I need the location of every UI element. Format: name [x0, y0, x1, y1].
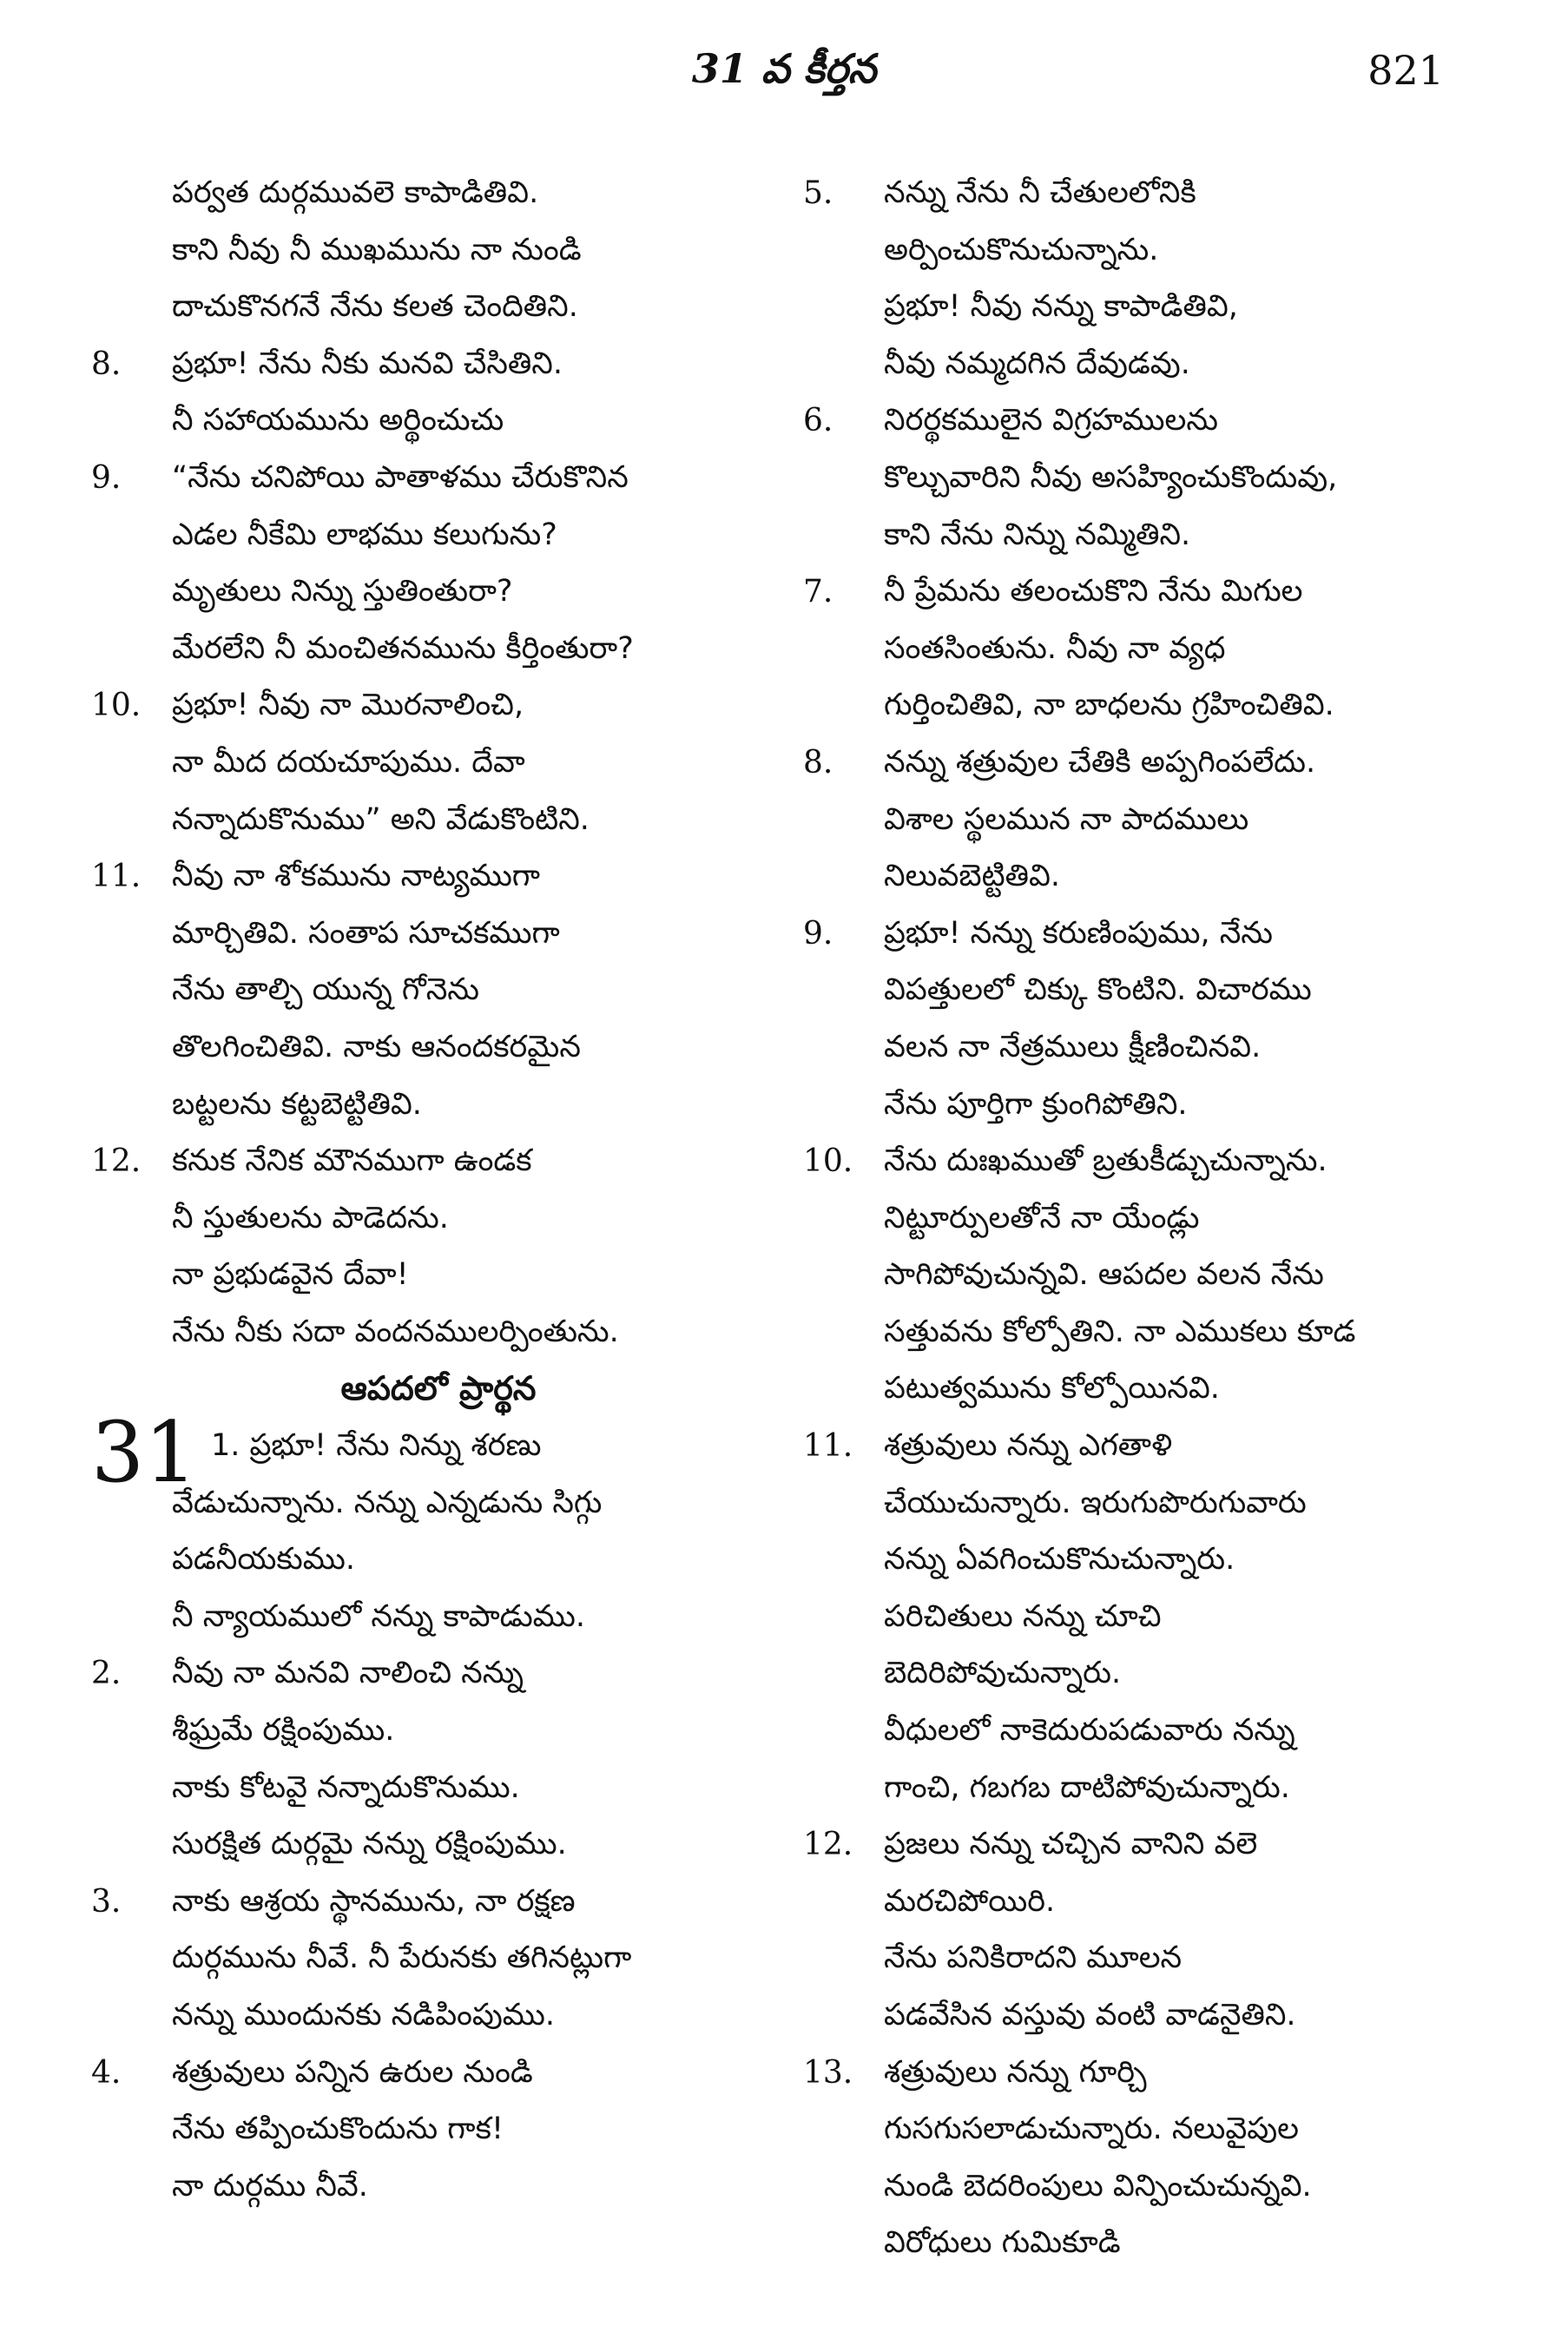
verse-text: సాగిపోవుచున్నవి. ఆపదల వలన నేను	[884, 1257, 1324, 1293]
verse-line	[91, 906, 751, 963]
verse-line	[803, 1360, 1463, 1418]
verse-number: 13.	[803, 2054, 853, 2091]
verse-line	[91, 1816, 751, 1874]
verse-text: బెదిరిపోవుచున్నారు.	[884, 1656, 1122, 1691]
verse-line	[91, 792, 751, 849]
verse-line	[91, 677, 751, 735]
verse-text: పటుత్వమును కోల్పోయినవి.	[884, 1371, 1220, 1407]
verse-line	[91, 1077, 751, 1134]
verse-number: 8.	[91, 346, 122, 382]
verse-number: 10.	[803, 1143, 853, 1180]
verse-line	[91, 1930, 751, 1987]
verse-line	[91, 507, 751, 564]
verse-text: నా ప్రభుడవైన దేవా!	[172, 1257, 409, 1293]
verse-line	[91, 848, 751, 906]
verse-line	[803, 1190, 1463, 1248]
verse-line	[91, 165, 751, 222]
verse-line	[803, 279, 1463, 336]
verse-text: తొలగించితివి. నాకు ఆనందకరమైన	[172, 1029, 581, 1064]
verse-number: 10.	[91, 688, 142, 724]
verse-text: గాంచి, గబగబ దాటిపోవుచున్నారు.	[884, 1769, 1290, 1805]
verse-line	[91, 1645, 751, 1703]
verse-line	[803, 1247, 1463, 1304]
verse-line	[91, 1874, 751, 1931]
verse-text: శీఘ్రమే రక్షింపుము.	[172, 1713, 395, 1749]
verse-line	[803, 1645, 1463, 1703]
verse-line	[91, 563, 751, 621]
verse-text: శత్రువులు నన్ను గూర్చి	[884, 2054, 1147, 2090]
verse-line	[803, 1930, 1463, 1987]
verse-text: నీవు నా మనవి నాలించి నన్ను	[172, 1656, 524, 1691]
verse-text: పరిచితులు నన్ను చూచి	[884, 1598, 1162, 1634]
verse-line	[803, 1874, 1463, 1931]
verse-text: పర్వత దుర్గమువలె కాపాడితివి.	[172, 175, 539, 210]
right-column	[803, 165, 1463, 2272]
verse-text: నేను తాల్చి యున్న గోనెను	[172, 972, 479, 1008]
verse-text: ఎడల నీకేమి లాభము కలుగును?	[172, 517, 557, 552]
verse-line	[803, 1532, 1463, 1589]
verse-text: దుర్గమును నీవే. నీ పేరునకు తగినట్లుగా	[172, 1940, 632, 1976]
verse-text: మృతులు నిన్ను స్తుతింతురా?	[172, 574, 513, 609]
verse-number: 8.	[803, 744, 833, 781]
verse-text: కాని నేను నిన్ను నమ్మితిని.	[884, 517, 1191, 552]
verse-line	[803, 1703, 1463, 1760]
verse-text: నాకు కోటవై నన్నాదుకొనుము.	[172, 1769, 520, 1805]
verse-number: 12.	[91, 1143, 142, 1180]
verse-text: వలన నా నేత్రములు క్షీణించినవి.	[884, 1029, 1262, 1064]
verse-number: 11.	[91, 859, 142, 895]
verse-line	[803, 1077, 1463, 1134]
verse-text: పడవేసిన వస్తువు వంటి వాడనైతిని.	[884, 1998, 1296, 2032]
verse-number: 6.	[803, 403, 833, 439]
verse-text: నిట్టూర్పులతోనే నా యేండ్లు	[884, 1200, 1200, 1235]
verse-line	[803, 677, 1463, 735]
verse-text: ప్రభూ! నీవు నన్ను కాపాడితివి,	[884, 289, 1238, 325]
verse-text: మరచిపోయిరి.	[884, 1883, 1056, 1919]
verse-text: వీధులలో నాకెదురుపడువారు నన్ను	[884, 1713, 1295, 1749]
page-number: 821	[1367, 47, 1444, 94]
verse-text: శత్రువులు పన్నిన ఉరుల నుండి	[172, 2054, 533, 2090]
verse-number: 9.	[803, 915, 833, 952]
left-column	[91, 165, 751, 2215]
verse-text: 1. ప్రభూ! నేను నిన్ను శరణు	[211, 1428, 542, 1464]
verse-number: 2.	[91, 1656, 122, 1692]
verse-text: ప్రభూ! నేను నీకు మనవి చేసితిని.	[172, 346, 563, 381]
verse-line	[91, 1532, 751, 1589]
verse-text: విపత్తులలో చిక్కు కొంటిని. విచారము	[884, 972, 1312, 1008]
verse-line	[91, 1703, 751, 1760]
verse-text: నేను నీకు సదా వందనములర్పింతును.	[172, 1314, 619, 1349]
chapter-start-line	[91, 1404, 751, 1502]
verse-line	[91, 621, 751, 678]
verse-line	[91, 1760, 751, 1817]
verse-line	[803, 1304, 1463, 1361]
verse-number: 12.	[803, 1827, 853, 1863]
verse-line	[91, 1133, 751, 1190]
verse-line	[91, 2101, 751, 2158]
verse-line	[803, 735, 1463, 792]
verse-text: దాచుకొనగనే నేను కలత చెందితిని.	[172, 289, 578, 325]
verse-text: నీ న్యాయములో నన్ను కాపాడుము.	[172, 1598, 585, 1634]
verse-text: నన్నాదుకొనుము” అని వేడుకొంటిని.	[172, 801, 590, 837]
verse-line	[91, 1475, 751, 1532]
verse-line	[803, 2045, 1463, 2102]
verse-text: నేను తప్పించుకొందును గాక!	[172, 2112, 504, 2147]
verse-text: నీవు నా శోకమును నాట్యముగా	[172, 859, 541, 894]
verse-text: నన్ను శత్రువుల చేతికి అప్పగింపలేదు.	[884, 744, 1316, 780]
verse-line	[91, 1589, 751, 1646]
verse-line	[803, 1019, 1463, 1077]
verse-line	[803, 222, 1463, 280]
verse-text: “నేను చనిపోయి పాతాళము చేరుకొనిన	[172, 459, 629, 495]
verse-text: కనుక నేనిక మౌనముగా ఉండక	[172, 1143, 532, 1179]
verse-line	[803, 1133, 1463, 1190]
verse-line	[803, 2158, 1463, 2216]
verse-text: నేను దుఃఖముతో బ్రతుకీడ్చుచున్నాను.	[884, 1143, 1328, 1179]
verse-text: నిలువబెట్టితివి.	[884, 859, 1061, 894]
page-title: 31 వ కీర్తన	[691, 45, 877, 92]
verse-text: నేను పూర్తిగా క్రుంగిపోతిని.	[884, 1086, 1188, 1122]
verse-number: 11.	[803, 1428, 853, 1465]
verse-line	[803, 1987, 1463, 2045]
verse-text: సురక్షిత దుర్గమై నన్ను రక్షింపుము.	[172, 1827, 567, 1862]
verse-line	[91, 735, 751, 792]
verse-line	[803, 1475, 1463, 1532]
verse-line	[91, 222, 751, 280]
verse-text: నాకు ఆశ్రయ స్థానమును, నా రక్షణ	[172, 1883, 576, 1919]
verse-text: ప్రభూ! నీవు నా మొరనాలించి,	[172, 688, 524, 723]
verse-text: నిరర్థకములైన విగ్రహములను	[884, 403, 1218, 438]
verse-line	[803, 2101, 1463, 2158]
verse-line	[803, 1418, 1463, 1475]
verse-line	[803, 848, 1463, 906]
verse-line	[803, 392, 1463, 450]
verse-number: 3.	[91, 1883, 122, 1920]
verse-text: శత్రువులు నన్ను ఎగతాళి	[884, 1428, 1173, 1464]
verse-text: అర్పించుకొనుచున్నాను.	[884, 232, 1159, 267]
verse-line	[803, 336, 1463, 393]
verse-text: పడనీయకుము.	[172, 1542, 356, 1578]
verse-line	[803, 507, 1463, 564]
chapter-number: 31	[91, 1404, 198, 1502]
verse-line	[91, 962, 751, 1019]
verse-line	[803, 1760, 1463, 1817]
verse-number: 5.	[803, 175, 833, 211]
verse-text: మార్చితివి. సంతాప సూచకముగా	[172, 915, 560, 951]
verse-text: కొల్చువారిని నీవు అసహ్యించుకొందువు,	[884, 459, 1338, 495]
verse-line	[803, 1816, 1463, 1874]
verse-text: నా మీద దయచూపుము. దేవా	[172, 744, 525, 780]
verse-line	[91, 392, 751, 450]
verse-text: విశాల స్థలమున నా పాదములు	[884, 801, 1249, 837]
verse-text: సత్తువను కోల్పోతిని. నా ఎముకలు కూడ	[884, 1314, 1356, 1349]
verse-line	[803, 906, 1463, 963]
verse-line	[803, 962, 1463, 1019]
verse-text: నీ స్తుతులను పాడెదను.	[172, 1200, 449, 1235]
verse-line	[803, 2215, 1463, 2272]
verse-line	[803, 621, 1463, 678]
verse-text: నన్ను నేను నీ చేతులలోనికి	[884, 175, 1196, 210]
verse-line	[91, 1190, 751, 1248]
verse-text: చేయుచున్నారు. ఇరుగుపొరుగువారు	[884, 1485, 1307, 1520]
verse-text: నేను పనికిరాదని మూలన	[884, 1940, 1183, 1976]
verse-line	[803, 450, 1463, 507]
verse-text: సంతసింతును. నీవు నా వ్యధ	[884, 630, 1226, 666]
verse-number: 4.	[91, 2054, 122, 2091]
verse-text: విరోధులు గుమికూడి	[884, 2225, 1121, 2261]
verse-text: మేరలేని నీ మంచితనమును కీర్తింతురా?	[172, 630, 634, 666]
verse-text: నీ సహాయమును అర్థించుచు	[172, 403, 504, 438]
verse-text: కాని నీవు నీ ముఖమును నా నుండి	[172, 232, 582, 267]
verse-line	[91, 1304, 751, 1361]
section-heading: ఆపదలో ప్రార్థన	[340, 1369, 537, 1408]
verse-text: ప్రభూ! నన్ను కరుణింపుము, నేను	[884, 915, 1273, 951]
verse-line	[803, 1589, 1463, 1646]
verse-line	[91, 2158, 751, 2216]
verse-text: నన్ను ఏవగించుకొనుచున్నారు.	[884, 1542, 1235, 1578]
verse-text: వేడుచున్నాను. నన్ను ఎన్నడును సిగ్గు	[172, 1485, 603, 1520]
verse-line	[803, 165, 1463, 222]
verse-text: గుసగుసలాడుచున్నారు. నలువైపుల	[884, 2112, 1299, 2147]
verse-text: నీవు నమ్మదగిన దేవుడవు.	[884, 346, 1190, 381]
verse-line	[91, 279, 751, 336]
verse-line	[803, 792, 1463, 849]
verse-line	[91, 1247, 751, 1304]
verse-text: నన్ను ముందునకు నడిపింపుము.	[172, 1998, 556, 2032]
verse-line	[803, 563, 1463, 621]
verse-text: గుర్తించితివి, నా బాధలను గ్రహించితివి.	[884, 688, 1334, 723]
verse-number: 9.	[91, 459, 122, 496]
verse-line	[91, 1019, 751, 1077]
verse-text: నా దుర్గము నీవే.	[172, 2168, 368, 2204]
verse-line	[91, 1987, 751, 2045]
verse-line	[91, 336, 751, 393]
verse-line	[91, 2045, 751, 2102]
verse-text: నీ ప్రేమను తలంచుకొని నేను మిగుల	[884, 574, 1303, 609]
verse-text: నుండి బెదరింపులు విన్పించుచున్నవి.	[884, 2168, 1312, 2204]
verse-text: ప్రజలు నన్ను చచ్చిన వానిని వలె	[884, 1827, 1258, 1862]
verse-number: 7.	[803, 574, 833, 610]
verse-text: బట్టలను కట్టబెట్టితివి.	[172, 1086, 422, 1122]
verse-line	[91, 450, 751, 507]
